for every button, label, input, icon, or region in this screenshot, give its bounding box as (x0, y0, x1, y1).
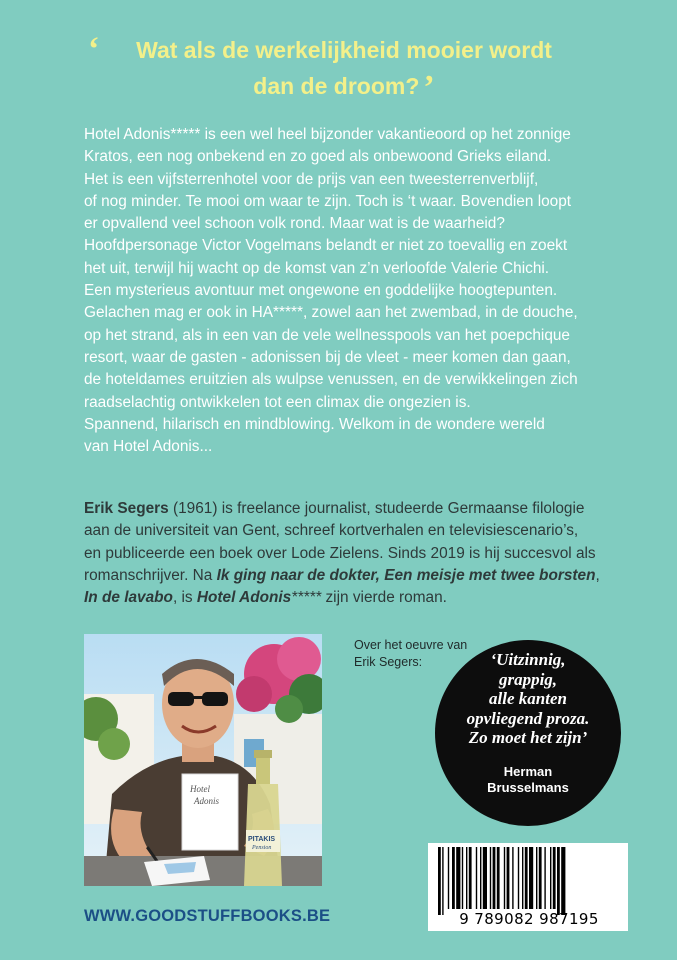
bio-text: zijn vierde roman. (321, 589, 447, 607)
barcode-bar (518, 847, 519, 909)
barcode-bar (469, 847, 472, 909)
book-title: Hotel Adonis (196, 589, 292, 607)
barcode-bar (476, 847, 477, 909)
barcode-bar (557, 847, 560, 915)
blurb-line: het uit, terwijl hij wacht op de komst van z’n verloofde Valerie Chichi. (84, 259, 550, 277)
publisher-website[interactable]: WWW.GOODSTUFFBOOKS.BE (84, 907, 331, 925)
bio-text: , is (172, 589, 197, 607)
blurb-line: van Hotel Adonis... (84, 438, 213, 456)
isbn-digits: 9 789082 987195 (459, 910, 599, 928)
barcode-bar (539, 847, 542, 909)
barcode-bar (522, 847, 523, 909)
barcode-bar (452, 847, 455, 909)
book-blurb (84, 124, 624, 458)
bio-text: romanschrijver. Na (84, 566, 217, 584)
blurb-line: of nog minder. Te mooi om waar te zijn. Toch is ‘t waar. Bovendien loopt (84, 192, 572, 210)
oeuvre-caption-line-2: Erik Segers: (354, 655, 423, 669)
bio-text: en publiceerde een boek over Lode Zielens. Sinds 2019 is hij succesvol als (84, 544, 596, 562)
blurb-line: raadselachtig ontwikkelen tot een climax die ongezien is. (84, 393, 471, 411)
barcode-bar (462, 847, 463, 909)
barcode-bar (493, 847, 496, 909)
bio-text: aan de universiteit van Gent, schreef kortverhalen en televisiescenario’s, (84, 522, 579, 540)
blurb-line: de hoteldames eruitzien als wulpse venussen, en de verwikkelingen zich (84, 371, 578, 389)
barcode-bar (561, 847, 565, 915)
bio-text: (1961) is freelance journalist, studeerde Germaanse filologie (168, 500, 585, 517)
bio-text: , (595, 566, 600, 584)
barcode-bar (438, 847, 441, 915)
blurb-line: Een mysterieus avontuur met ongewone en goddelijke hoogtepunten. (84, 282, 558, 300)
author-photo (84, 634, 322, 886)
barcode-bar (456, 847, 460, 909)
barcode-bar (536, 847, 537, 909)
barcode-bar (525, 847, 528, 909)
barcode-bar (529, 847, 533, 909)
barcode-bar (483, 847, 487, 909)
review-quote-line: alle kanten (489, 689, 567, 708)
blurb-line: Hotel Adonis***** is een wel heel bijzonder vakantieoord op het zonnige (84, 126, 571, 143)
book-title: Ik ging naar de dokter, Een meisje met twee borsten (216, 566, 596, 584)
barcode-bar (442, 847, 443, 915)
blurb-line: resort, waar de gasten - adonissen bij de vleet - meer komen dan gaan, (84, 348, 571, 366)
author-name: Erik Segers (84, 500, 169, 517)
close-quote-mark: ’ (423, 69, 435, 106)
author-bio (84, 498, 624, 609)
blurb-line: Kratos, een nog onbekend en zo goed als onbewoond Grieks eiland. (84, 148, 552, 166)
book-title: In de lavabo (84, 589, 173, 607)
blurb-line: Gelachen mag er ook in HA*****, zowel aan het zwembad, in de douche, (84, 304, 578, 322)
blurb-line: Spannend, hilarisch en mindblowing. Welkom in de wondere wereld (84, 415, 545, 433)
barcode-bar (466, 847, 467, 909)
barcode-bar (553, 847, 556, 909)
oeuvre-caption-line-1: Over het oeuvre van (354, 638, 468, 652)
blurb-line: Het is een vijfsterrenhotel voor de prijs van een tweesterrenverblijf, (84, 170, 539, 188)
barcode-bar (550, 847, 551, 909)
barcode-bar (507, 847, 510, 909)
review-author-last: Brusselmans (487, 780, 569, 795)
pull-quote-line-2: dan de droom? (253, 73, 420, 99)
barcode-bar (504, 847, 505, 909)
barcode-bar (480, 847, 481, 909)
photo-card-text: Hotel (190, 784, 210, 794)
review-quote-line: grappig, (498, 669, 558, 689)
book-title-stars: ***** (291, 589, 322, 607)
review-badge (435, 640, 621, 826)
bottle-label: PITAKIS (248, 836, 276, 843)
barcode-bar (544, 847, 545, 909)
review-quote-line: Zo moet het zijn’ (468, 728, 588, 747)
author-photo-illustration (84, 634, 322, 886)
review-author (445, 764, 611, 796)
review-quote (445, 650, 611, 748)
blurb-line: op het strand, als in een van de vele wellnesspools van het poepchique (84, 326, 570, 344)
barcode-bar (490, 847, 491, 909)
isbn-barcode (428, 843, 628, 931)
photo-card-text-2: Adonis (194, 796, 220, 806)
review-author-first: Herman (503, 764, 553, 779)
review-quote-line: ‘Uitzinnig, (490, 650, 566, 669)
barcode-bars (428, 847, 628, 915)
barcode-bar (448, 847, 449, 909)
blurb-line: Hoofdpersonage Victor Vogelmans belandt er niet zo toevallig en zoekt (84, 237, 568, 255)
open-quote-mark: ‘ (88, 31, 100, 68)
barcode-bar (497, 847, 500, 909)
pull-quote-line-1: Wat als de werkelijkheid mooier wordt (136, 37, 552, 63)
blurb-line: er opvallend veel schoon volk rond. Maar wat is de waarheid? (84, 215, 505, 233)
pull-quote (84, 32, 604, 106)
barcode-bar (512, 847, 513, 909)
review-quote-line: opvliegend proza. (466, 708, 590, 728)
bottle-sub-label: Pension (252, 845, 272, 851)
